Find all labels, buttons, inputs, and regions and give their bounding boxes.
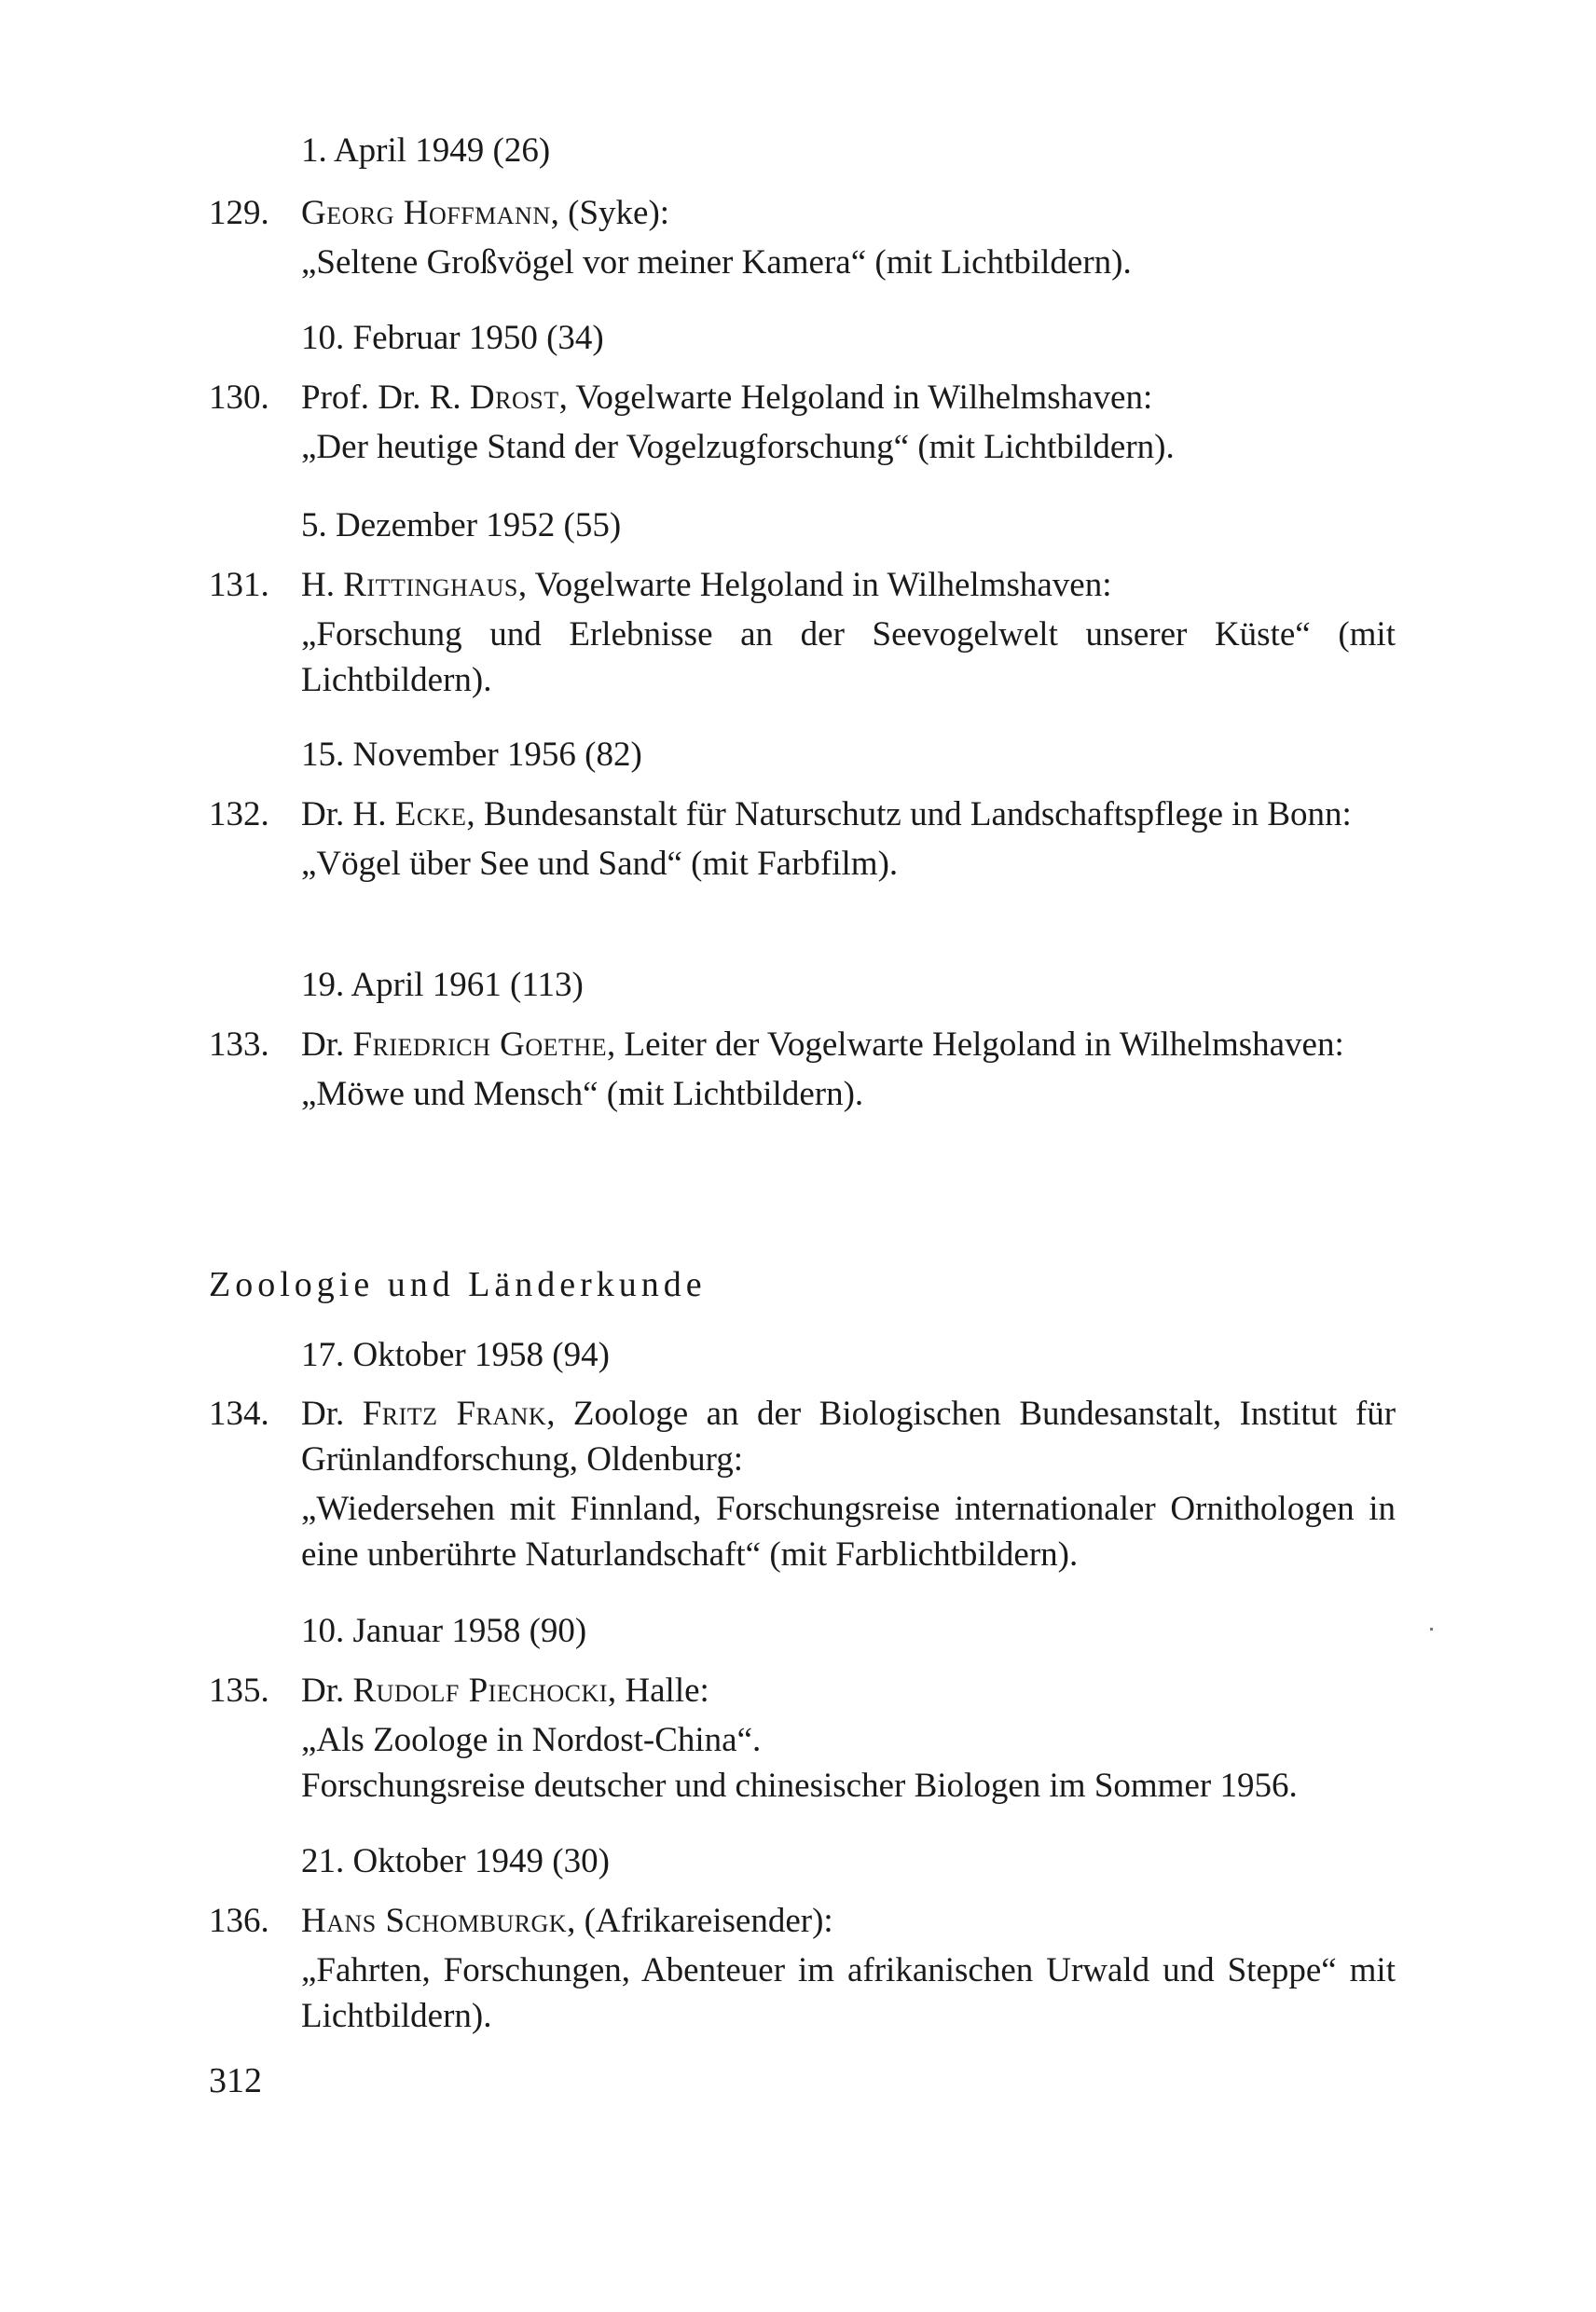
lecture-entry [209, 1668, 1411, 1809]
speaker-line [301, 1668, 1396, 1713]
lecture-date: 1. April 1949 (26) [301, 131, 551, 170]
lecture-entry [209, 190, 1411, 285]
speaker-info: , Vogelwarte Helgoland in Wilhelmshaven: [558, 378, 1153, 417]
lecture-date: 15. November 1956 (82) [301, 736, 642, 774]
entry-number: 134. [209, 1395, 269, 1433]
speaker-info: , Zoologe an der Biologischen Bundesanstalt, Institut für Grünlandforschung, Oldenburg: [301, 1395, 1396, 1479]
lecture-title: „Fahrten, Forschungen, Abenteuer im afrikanischen Urwald und Steppe“ mit Lichtbildern). [301, 1951, 1396, 2035]
margin-speck [1430, 1628, 1433, 1631]
speaker-line [301, 190, 1396, 236]
lecture-date: 19. April 1961 (113) [301, 966, 584, 1004]
speaker-name: Rittinghaus [343, 566, 518, 604]
entry-number: 136. [209, 1902, 269, 1940]
entry-number: 132. [209, 795, 269, 833]
speaker-prefix: H. [301, 566, 344, 604]
lecture-title: „Vögel über See und Sand“ (mit Farbfilm). [301, 845, 899, 883]
lecture-entry [209, 375, 1411, 470]
speaker-info: , (Afrikareisender): [567, 1902, 833, 1940]
speaker-info: , Halle: [607, 1672, 709, 1710]
lecture-title: „Wiedersehen mit Finnland, Forschungsreise internationaler Ornithologen in eine unberührte Naturlandschaft“ (mit Farblichtbildern). [301, 1490, 1396, 1574]
section-heading: Zoologie und Länderkunde [209, 1265, 707, 1304]
lecture-title: „Seltene Großvögel vor meiner Kamera“ (mit Lichtbildern). [301, 243, 1132, 282]
speaker-name: Georg Hoffmann [301, 194, 551, 232]
speaker-name: Ecke [394, 795, 467, 833]
lecture-date: 21. Oktober 1949 (30) [301, 1842, 610, 1880]
speaker-name: Hans Schomburgk [301, 1902, 568, 1940]
speaker-name: Friedrich Goethe [352, 1025, 608, 1064]
speaker-prefix: Dr. H. [301, 795, 395, 833]
speaker-info: , (Syke): [550, 194, 670, 232]
speaker-info: , Vogelwarte Helgoland in Wilhelmshaven: [517, 566, 1112, 604]
speaker-line [301, 791, 1396, 837]
lecture-entry [209, 562, 1411, 703]
page-number: 312 [209, 2061, 262, 2100]
speaker-name: Fritz Frank [362, 1395, 547, 1433]
speaker-prefix: Prof. Dr. R. [301, 378, 470, 417]
speaker-line [301, 1022, 1396, 1067]
lecture-entry [209, 1898, 1411, 2039]
speaker-line [301, 1391, 1396, 1482]
entry-number: 130. [209, 378, 269, 417]
speaker-line [301, 562, 1396, 608]
entry-number: 131. [209, 566, 269, 604]
lecture-date: 10. Februar 1950 (34) [301, 319, 604, 357]
speaker-prefix: Dr. [301, 1025, 353, 1064]
lecture-title: „Der heutige Stand der Vogelzugforschung“ (mit Lichtbildern). [301, 428, 1175, 466]
entry-number: 135. [209, 1672, 269, 1710]
speaker-prefix: Dr. [301, 1672, 353, 1710]
speaker-prefix: Dr. [301, 1395, 363, 1433]
lecture-title: „Als Zoologe in Nordost-China“. [301, 1721, 762, 1759]
lecture-entry [209, 1391, 1411, 1577]
speaker-info: , Leiter der Vogelwarte Helgoland in Wilhelmshaven: [607, 1025, 1344, 1064]
lecture-date: 10. Januar 1958 (90) [301, 1612, 587, 1650]
lecture-description: Forschungsreise deutscher und chinesischer Biologen im Sommer 1956. [301, 1767, 1298, 1805]
lecture-date: 17. Oktober 1958 (94) [301, 1336, 610, 1374]
lecture-entry [209, 791, 1411, 887]
lecture-title: „Möwe und Mensch“ (mit Lichtbildern). [301, 1075, 864, 1113]
speaker-line [301, 1898, 1396, 1944]
speaker-name: Rudolf Piechocki [352, 1672, 608, 1710]
lecture-date: 5. Dezember 1952 (55) [301, 506, 622, 544]
speaker-name: Drost [469, 378, 559, 417]
entry-number: 133. [209, 1025, 269, 1064]
lecture-entry [209, 1022, 1411, 1117]
entry-number: 129. [209, 194, 269, 232]
speaker-info: , Bundesanstalt für Naturschutz und Landschaftspflege in Bonn: [466, 795, 1352, 833]
speaker-line [301, 375, 1396, 420]
lecture-title: „Forschung und Erlebnisse an der Seevogelwelt unserer Küste“ (mit Lichtbildern). [301, 615, 1396, 699]
